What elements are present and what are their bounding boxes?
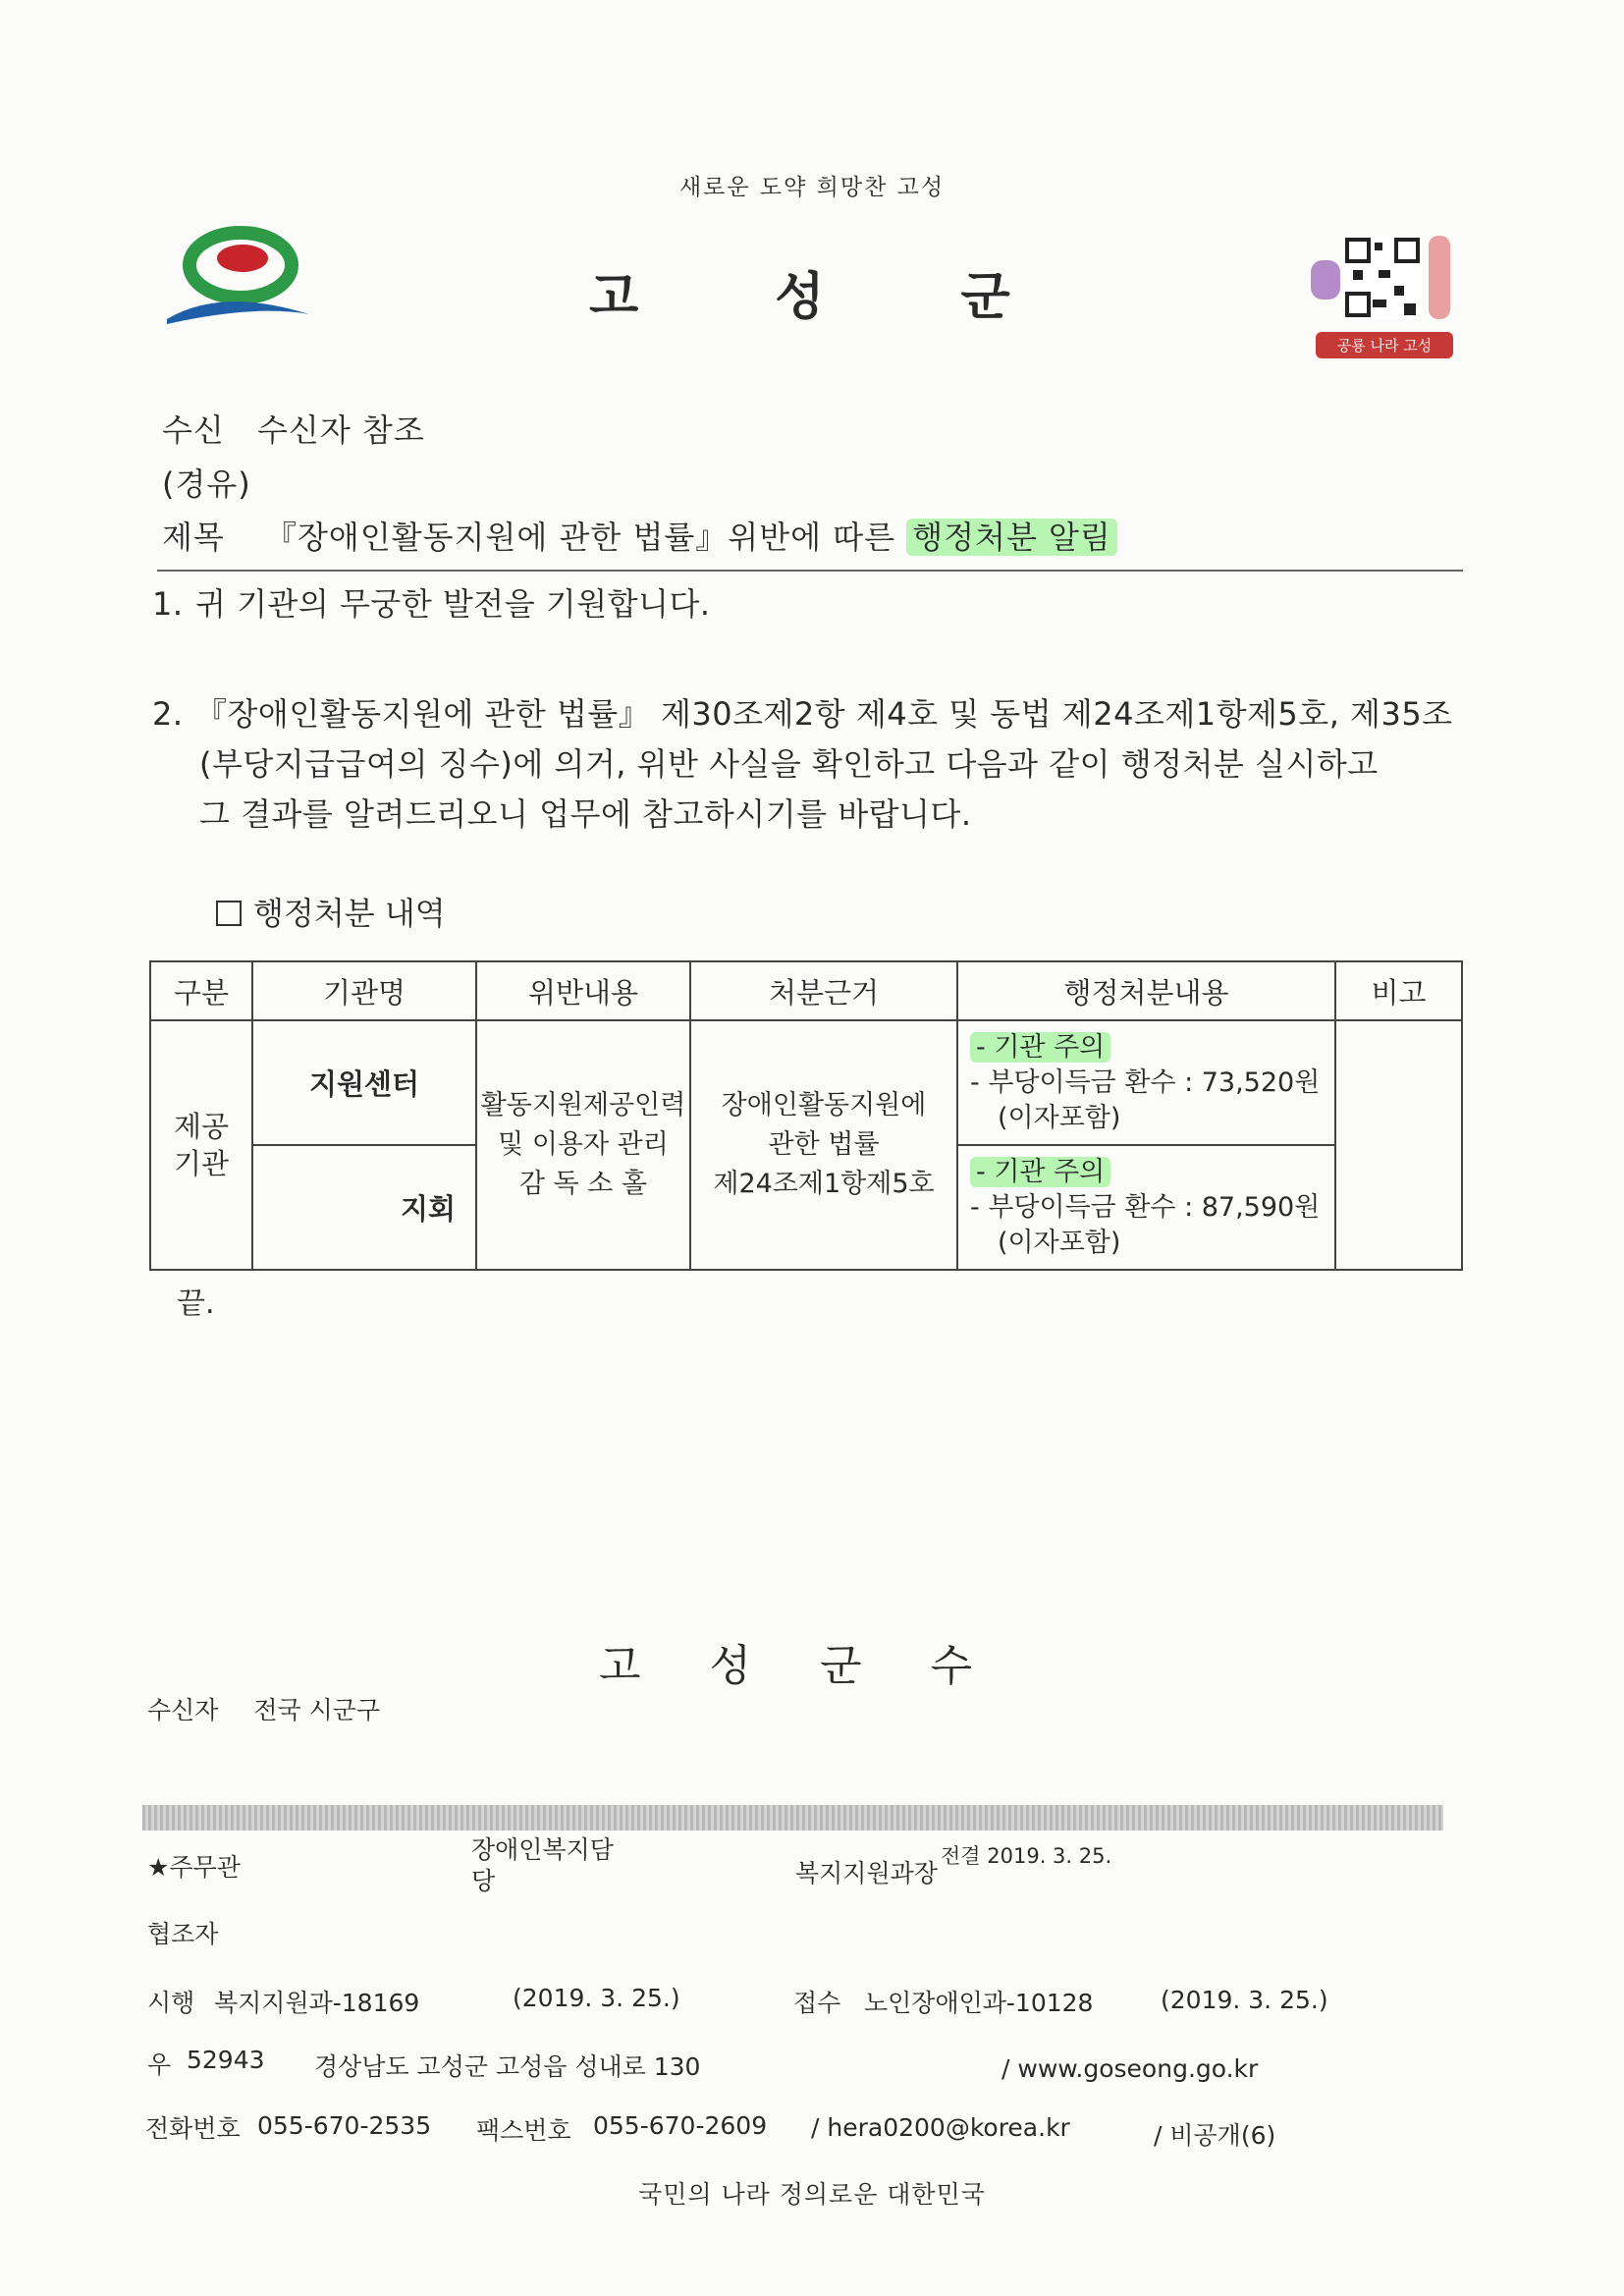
- postal-code: 52943: [187, 2046, 265, 2074]
- result-action: - 기관 주의: [970, 1157, 1110, 1187]
- org-char: 성: [775, 268, 829, 327]
- subject-divider: [157, 570, 1463, 572]
- subject-row: [162, 513, 1117, 558]
- subject-text: 『장애인활동지원에 관한 법률』위반에 따른: [265, 519, 896, 556]
- result-action: - 기관 주의: [970, 1032, 1110, 1063]
- fax-number: 055-670-2609: [593, 2111, 768, 2140]
- org-title: [589, 255, 1147, 329]
- fax-label: 팩스번호: [476, 2116, 571, 2145]
- recipient-row: [162, 406, 425, 451]
- column-header: 구분: [150, 961, 252, 1020]
- org-name-cell: 지회: [252, 1145, 476, 1270]
- section-title-text: 행정처분 내역: [253, 895, 446, 932]
- phone-label: 전화번호: [145, 2114, 241, 2143]
- approval-date: 전결 2019. 3. 25.: [941, 1844, 1112, 1868]
- remark-cell: [1335, 1020, 1462, 1270]
- section-title: [216, 889, 446, 934]
- signature-char: 수: [930, 1641, 975, 1691]
- column-header: 비고: [1335, 961, 1462, 1020]
- receivers-row: [147, 1691, 380, 1726]
- exec-date: (2019. 3. 25.): [513, 1984, 680, 2012]
- staff-label: ★주무관: [147, 1853, 241, 1882]
- recv-date: (2019. 3. 25.): [1161, 1986, 1328, 2014]
- recv-number: 노인장애인과-10128: [864, 1989, 1094, 2017]
- org-char: 고: [589, 268, 643, 327]
- footer-slogan: 국민의 나라 정의로운 대한민국: [638, 2180, 986, 2209]
- result-note: (이자포함): [998, 1227, 1121, 1258]
- signature-char: 성: [709, 1641, 754, 1691]
- result-cell: [957, 1020, 1335, 1145]
- column-header: 처분근거: [690, 961, 957, 1020]
- basis-cell: 장애인활동지원에 관한 법률 제24조제1항제5호: [690, 1020, 957, 1270]
- paragraph-1: [152, 579, 1468, 629]
- signature-block: [599, 1630, 1041, 1693]
- signature-char: 고: [599, 1641, 643, 1691]
- paragraph-line: (부당지급급여의 징수)에 의거, 위반 사실을 확인하고 다음과 같이 행정처분 실시하고: [199, 745, 1379, 783]
- via-label: (경유): [162, 465, 251, 503]
- paragraph-line: 『장애인활동지원에 관한 법률』 제30조제2항 제4호 및 동법 제24조제1항제5호, 제35조: [195, 695, 1453, 733]
- column-header: 위반내용: [476, 961, 690, 1020]
- paragraph-number: 2.: [152, 695, 184, 733]
- org-char: 군: [960, 268, 1014, 327]
- receivers-value: 전국 시군구: [253, 1696, 381, 1724]
- subject-highlight: 행정처분 알림: [906, 519, 1117, 556]
- disposition-table: [149, 960, 1463, 1271]
- dept-head: 복지지원과장: [795, 1859, 938, 1887]
- category-cell: 제공 기관: [150, 1020, 252, 1270]
- receivers-label: 수신자: [147, 1696, 219, 1724]
- result-detail: - 부당이득금 환수 : 87,590원: [970, 1191, 1321, 1223]
- closing-mark: 끝.: [177, 1286, 215, 1321]
- violation-cell: 활동지원제공인력 및 이용자 관리 감 독 소 홀: [476, 1020, 690, 1270]
- postal-label: 우: [147, 2050, 172, 2079]
- paragraph-2: [152, 689, 1468, 840]
- website-link[interactable]: / www.goseong.go.kr: [1001, 2054, 1259, 2083]
- result-detail: - 부당이득금 환수 : 73,520원: [970, 1066, 1321, 1098]
- recv-label: 접수: [793, 1989, 841, 2017]
- recipient-label: 수신: [162, 411, 225, 449]
- badge-caption: 공룡 나라 고성: [1316, 332, 1453, 358]
- exec-label: 시행: [147, 1989, 195, 2017]
- address: 경상남도 고성군 고성읍 성내로 130: [314, 2052, 701, 2081]
- disclosure-status: / 비공개(6): [1154, 2121, 1276, 2150]
- footer-separator: [142, 1805, 1443, 1831]
- paragraph-number: 1.: [152, 585, 184, 623]
- checkbox-square-icon: [216, 901, 242, 926]
- phone-number: 055-670-2535: [257, 2111, 432, 2140]
- goseong-logo-icon: [162, 226, 319, 334]
- result-cell: [957, 1145, 1335, 1270]
- table-row: [150, 1020, 1462, 1145]
- dinosaur-qr-badge: [1306, 231, 1463, 354]
- cooperator-label: 협조자: [147, 1920, 219, 1948]
- signature-char: 군: [820, 1641, 864, 1691]
- table-header-row: [150, 961, 1462, 1020]
- exec-number: 복지지원과-18169: [214, 1989, 420, 2017]
- header-slogan: 새로운 도약 희망찬 고성: [678, 175, 946, 200]
- result-note: (이자포함): [998, 1102, 1121, 1133]
- dept-officer: 장애인복지담 당: [471, 1835, 614, 1895]
- org-name-cell: 지원센터: [252, 1020, 476, 1145]
- column-header: 기관명: [252, 961, 476, 1020]
- qr-code-icon: [1306, 231, 1463, 324]
- paragraph-line: 그 결과를 알려드리오니 업무에 참고하시기를 바랍니다.: [199, 795, 972, 833]
- recipient-value: 수신자 참조: [257, 411, 425, 449]
- email-link[interactable]: / hera0200@korea.kr: [811, 2113, 1070, 2142]
- paragraph-text: 귀 기관의 무궁한 발전을 기원합니다.: [195, 585, 711, 623]
- subject-label: 제목: [162, 519, 225, 556]
- column-header: 행정처분내용: [957, 961, 1335, 1020]
